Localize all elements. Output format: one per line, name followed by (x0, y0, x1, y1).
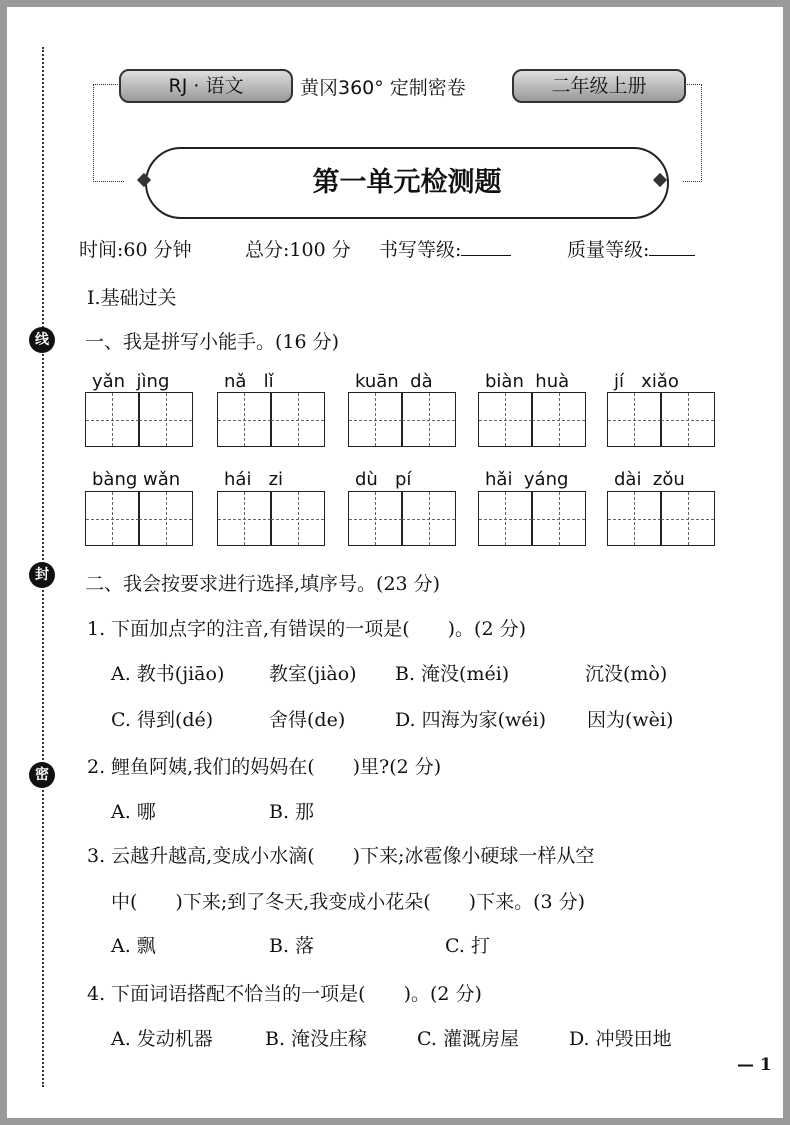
q4-option-d: D. 冲毁田地 (569, 1028, 672, 1050)
section-heading: Ⅰ.基础过关 (87, 287, 177, 309)
q3-line2: 中( )下来;到了冬天,我变成小花朵( )下来。(3 分) (111, 891, 586, 913)
subject-pill: RJ · 语文 (119, 69, 293, 103)
q1-option-c2: 舍得(de) (269, 709, 346, 731)
pinyin-label: hǎi yáng (485, 469, 569, 490)
writing-cell[interactable] (217, 392, 272, 447)
q3-line1: 3. 云越升越高,变成小水滴( )下来;冰雹像小硬球一样从空 (87, 845, 595, 867)
pinyin-label: biàn huà (485, 371, 570, 392)
writing-grid[interactable] (479, 491, 586, 546)
writing-cell[interactable] (531, 392, 586, 447)
writing-grid[interactable] (349, 392, 456, 447)
writing-cell[interactable] (660, 491, 715, 546)
part1-title: 一、我是拼写小能手。(16 分) (85, 331, 340, 353)
pinyin-label: hái zi (224, 469, 284, 490)
writing-grid[interactable] (479, 392, 586, 447)
writing-cell[interactable] (607, 392, 662, 447)
pinyin-label: kuān dà (355, 371, 433, 392)
writing-cell[interactable] (138, 392, 193, 447)
q1-option-d2: 因为(wèi) (587, 709, 674, 731)
q1-option-b1: B. 淹没(méi) (395, 663, 510, 685)
seal-mark: 密 (29, 762, 55, 788)
writing-cell[interactable] (85, 491, 140, 546)
seal-mark: 封 (29, 562, 55, 588)
q4-option-a: A. 发动机器 (111, 1028, 213, 1050)
q1-stem: 1. 下面加点字的注音,有错误的一项是( )。(2 分) (87, 618, 526, 640)
series-name: 黄冈360° 定制密卷 (300, 77, 466, 99)
page-number: — 1 (737, 1055, 772, 1075)
writing-cell[interactable] (531, 491, 586, 546)
writing-grid[interactable] (86, 491, 193, 546)
total-info: 总分:100 分 (245, 239, 351, 261)
grade-pill: 二年级上册 (512, 69, 686, 103)
connector (93, 84, 124, 182)
writing-grid[interactable] (218, 491, 325, 546)
part2-title: 二、我会按要求进行选择,填序号。(23 分) (85, 573, 441, 595)
writing-grid[interactable] (608, 491, 715, 546)
pinyin-label: dù pí (355, 469, 412, 490)
page-title: 第一单元检测题 (145, 147, 669, 219)
q3-option-b: B. 落 (269, 935, 315, 957)
q4-option-b: B. 淹没庄稼 (265, 1028, 368, 1050)
q3-option-a: A. 飘 (111, 935, 156, 957)
q4-stem: 4. 下面词语搭配不恰当的一项是( )。(2 分) (87, 983, 482, 1005)
q1-option-a1: A. 教书(jiāo) (111, 663, 225, 685)
pinyin-label: bàng wǎn (92, 469, 181, 490)
writing-cell[interactable] (270, 491, 325, 546)
writing-cell[interactable] (660, 392, 715, 447)
pinyin-label: nǎ lǐ (224, 371, 274, 392)
q1-option-b2: 沉没(mò) (585, 663, 668, 685)
writing-cell[interactable] (401, 392, 456, 447)
writing-cell[interactable] (348, 392, 403, 447)
q2-option-b: B. 那 (269, 801, 315, 823)
connector (683, 84, 702, 182)
q4-option-c: C. 灌溉房屋 (417, 1028, 519, 1050)
writing-cell[interactable] (478, 491, 533, 546)
writing-grid[interactable] (608, 392, 715, 447)
writing-cell[interactable] (270, 392, 325, 447)
writing-cell[interactable] (138, 491, 193, 546)
writing-grid[interactable] (349, 491, 456, 546)
writing-cell[interactable] (85, 392, 140, 447)
writing-cell[interactable] (217, 491, 272, 546)
pinyin-label: yǎn jìng (92, 371, 170, 392)
quality-grade-blank[interactable] (649, 241, 695, 256)
q1-option-a2: 教室(jiào) (269, 663, 357, 685)
pinyin-label: dài zǒu (614, 469, 685, 490)
exam-page (7, 7, 783, 1118)
q3-option-c: C. 打 (445, 935, 490, 957)
seal-mark: 线 (29, 327, 55, 353)
pinyin-label: jí xiǎo (614, 371, 679, 392)
writing-cell[interactable] (478, 392, 533, 447)
q2-option-a: A. 哪 (111, 801, 156, 823)
writing-cell[interactable] (401, 491, 456, 546)
writing-cell[interactable] (348, 491, 403, 546)
writing-grid[interactable] (86, 392, 193, 447)
time-info: 时间:60 分钟 (79, 239, 192, 261)
writing-grid[interactable] (218, 392, 325, 447)
q2-stem: 2. 鲤鱼阿姨,我们的妈妈在( )里?(2 分) (87, 756, 442, 778)
q1-option-c1: C. 得到(dé) (111, 709, 214, 731)
writing-grade-label: 书写等级: (379, 239, 462, 261)
writing-grade-blank[interactable] (461, 241, 511, 256)
quality-grade-label: 质量等级: (567, 239, 650, 261)
q1-option-d1: D. 四海为家(wéi) (395, 709, 547, 731)
writing-cell[interactable] (607, 491, 662, 546)
